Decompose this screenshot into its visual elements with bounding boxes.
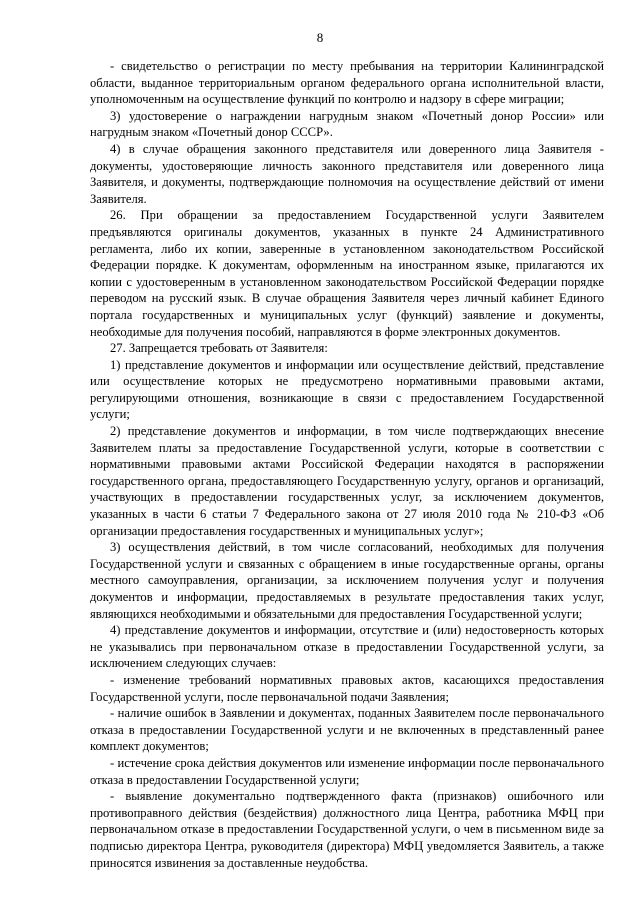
paragraph-exception-2: - наличие ошибок в Заявлении и документах, поданных Заявителем после первоначального отказа в предоставлении Государственной услуги и не включенных в представленный ранее комплект документов;	[90, 706, 604, 754]
document-body	[90, 58, 604, 871]
paragraph-exception-1: - изменение требований нормативных правовых актов, касающихся предоставления Государственной услуги, после первоначальной подачи Заявления;	[90, 672, 604, 704]
paragraph-donor-badge: 3) удостоверение о награждении нагрудным знаком «Почетный донор России» или нагрудным знаком «Почетный донор СССР».	[90, 108, 604, 140]
page-number: 8	[316, 30, 324, 45]
paragraph-item-27-1: 1) представление документов и информации или осуществление действий, представление или осуществление которых не предусмотрено нормативными правовыми актами, регулирующими отношения, возникающие в связи с предоставлением Государственной услуги;	[90, 357, 604, 422]
paragraph-representative-docs: 4) в случае обращения законного представителя или доверенного лица Заявителя - документы, удостоверяющие личность законного представителя или доверенного лица Заявителя, и документы, подтверждающие полномочия на осуществление действий от имени Заявителя.	[90, 141, 604, 206]
paragraph-exception-3: - истечение срока действия документов или изменение информации после первоначального отказа в предоставлении Государственной услуги;	[90, 755, 604, 787]
paragraph-item-27: 27. Запрещается требовать от Заявителя:	[110, 341, 328, 356]
paragraph-item-26: 26. При обращении за предоставлением Государственной услуги Заявителем предъявляются оригиналы документов, указанных в пункте 24 Административного регламента, либо их копии, заверенные в установленном законодательством Российской Федерации порядке. К документам, оформленным на иностранном языке, прилагаются их копии с удостоверенным в установленном законодательством Российской Федерации порядке переводом на русский язык. В случае обращения Заявителя через личный кабинет Единого портала государственных и муниципальных услуг (функций) заявление и документы, необходимые для получения пособий, направляются в форме электронных документов.	[90, 208, 604, 339]
paragraph-item-27-4: 4) представление документов и информации, отсутствие и (или) недостоверность которых не указывались при первоначальном отказе в предоставлении Государственной услуги, за исключением следующих случаев:	[90, 623, 604, 671]
paragraph-exception-4: - выявление документально подтвержденного факта (признаков) ошибочного или противоправного действия (бездействия) должностного лица Центра, работника МФЦ при первоначальном отказе в предоставлении Государственной услуги, о чем в письменном виде за подписью директора Центра, руководителя (директора) МФЦ уведомляется Заявитель, а также приносятся извинения за доставленные неудобства.	[90, 789, 604, 870]
paragraph-item-27-2: 2) представление документов и информации, в том числе подтверждающих внесение Заявителем платы за предоставление Государственной услуги, которые в соответствии с нормативными правовыми актами Российской Федерации находятся в распоряжении государственного органа, предоставляющего Государственную услугу, органов и организаций, участвующих в предоставлении государственных услуг, за исключением документов, указанных в части 6 статьи 7 Федерального закона от 27 июля 2010 года № 210-ФЗ «Об организации предоставления государственных и муниципальных услуг»;	[90, 424, 604, 538]
paragraph-item-27-3: 3) осуществления действий, в том числе согласований, необходимых для получения Государственной услуги и связанных с обращением в иные государственные органы, органы местного самоуправления, организации, за исключением получения услуг и получения документов и информации, предоставляемых в результате предоставления таких услуг, являющихся необходимыми и обязательными для предоставления Государственной услуги;	[90, 540, 604, 621]
paragraph-residence-certificate: - свидетельство о регистрации по месту пребывания на территории Калининградской области, выданное территориальным органом федерального органа исполнительной власти, уполномоченным на осуществление функций по контролю и надзору в сфере миграции;	[90, 59, 604, 107]
